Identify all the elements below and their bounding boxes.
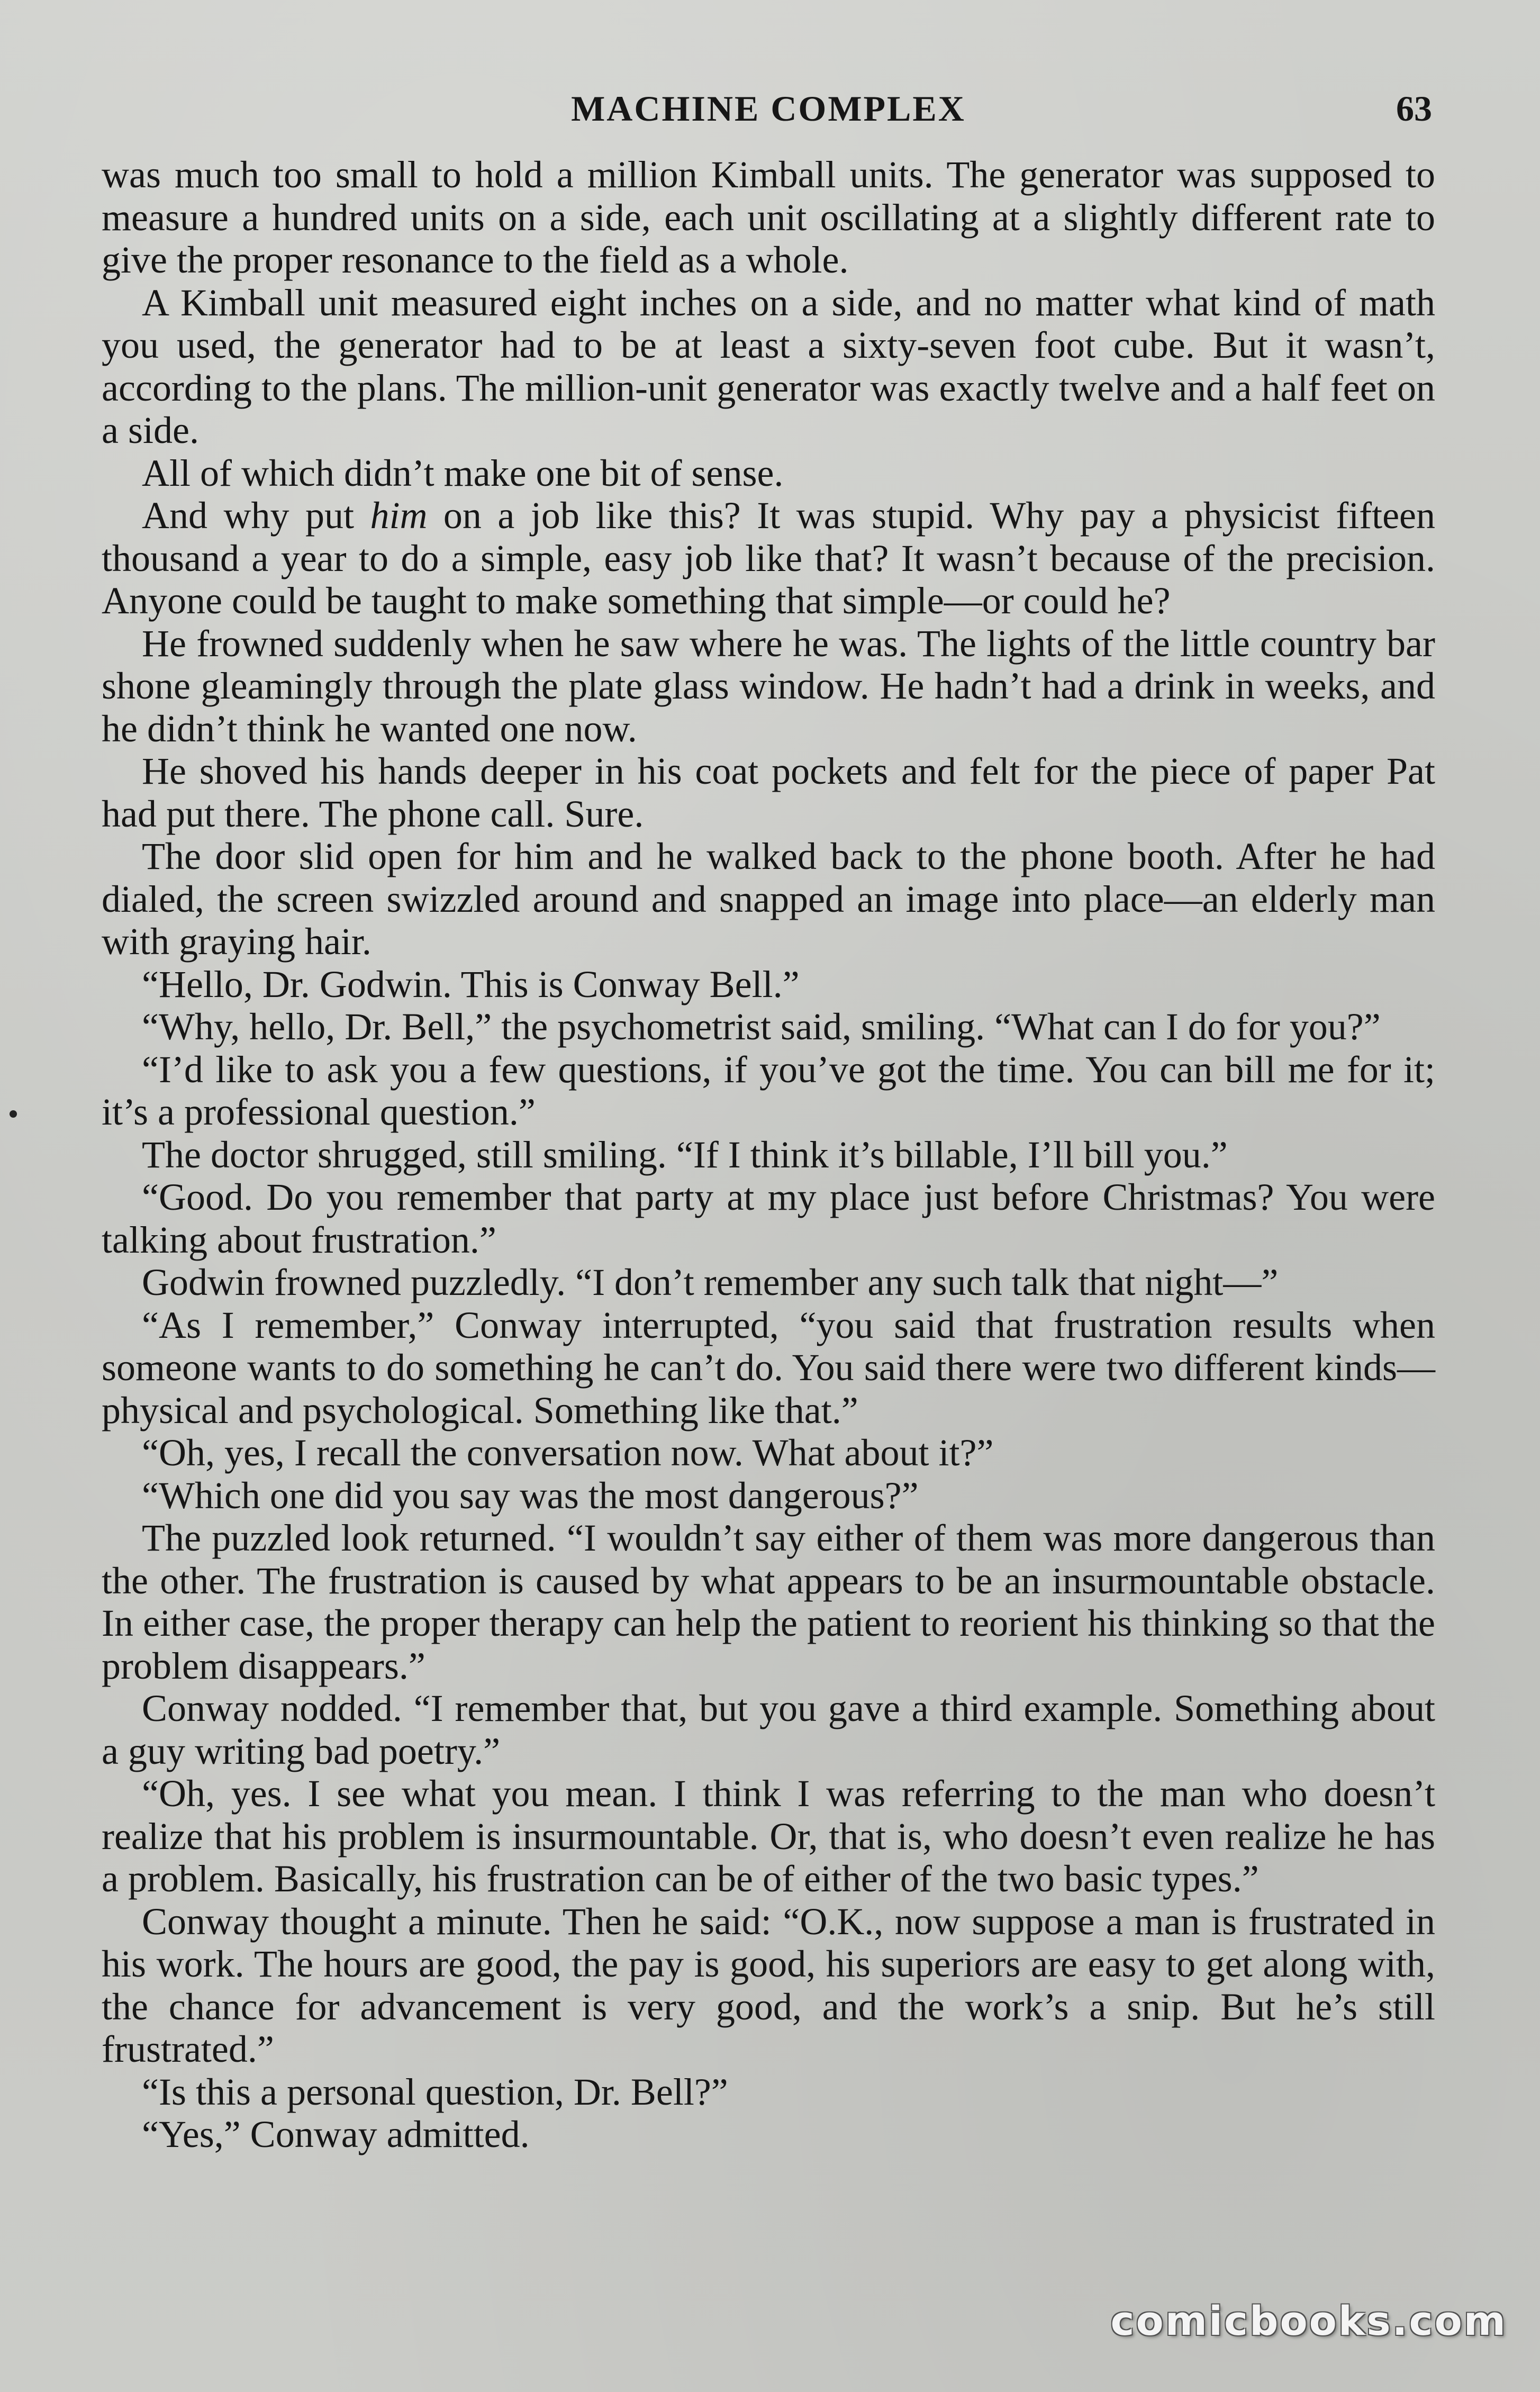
paragraph: The doctor shrugged, still smiling. “If I think it’s billable, I’ll bill you.”: [142, 1133, 1228, 1176]
paragraph: [102, 494, 1435, 622]
paragraph: was much too small to hold a million Kimball units. The generator was supposed to measure a hundred units on a side, each unit oscillating at a slightly different rate to give the proper resonance to the field as a whole.: [102, 153, 1435, 281]
paragraph: “Oh, yes. I see what you mean. I think I was referring to the man who doesn’t realize that his problem is insurmountable. Or, that is, who doesn’t even realize he has a problem. Basically, his frustration can be of either of the two basic types.”: [102, 1772, 1435, 1900]
paragraph: All of which didn’t make one bit of sense.: [142, 451, 784, 494]
print-speck: [10, 1110, 17, 1118]
page-number: 63: [1396, 88, 1432, 129]
paragraph: A Kimball unit measured eight inches on a side, and no matter what kind of math you used, the generator had to be at least a sixty-seven foot cube. But it wasn’t, according to the plans. The million-unit generator was exactly twelve and a half feet on a side.: [102, 281, 1435, 451]
paragraph: “I’d like to ask you a few questions, if you’ve got the time. You can bill me for it; it’s a professional question.”: [102, 1048, 1435, 1133]
paragraph: He frowned suddenly when he saw where he was. The lights of the little country bar shone gleamingly through the plate glass window. He hadn’t had a drink in weeks, and he didn’t think he wanted one now.: [102, 622, 1435, 750]
paragraph: Conway nodded. “I remember that, but you gave a third example. Something about a guy writing bad poetry.”: [102, 1687, 1435, 1772]
paragraph: “Hello, Dr. Godwin. This is Conway Bell.”: [142, 963, 800, 1005]
paragraph-text: on a job like this? It was stupid. Why pay a physicist fifteen thousand a year to do a simple, easy job like that? It wasn’t because of the precision. Anyone could be taught to make something that simple—or could he?: [102, 494, 1436, 622]
watermark-logo: comicbooks.com: [1110, 2297, 1507, 2344]
running-head: [102, 79, 1435, 138]
paragraph: “Good. Do you remember that party at my place just before Christmas? You were talking about frustration.”: [102, 1176, 1435, 1261]
body-text: [102, 153, 1435, 2156]
paragraph-text: And why put: [142, 494, 370, 537]
paragraph: “Is this a personal question, Dr. Bell?”: [142, 2070, 728, 2113]
paragraph: He shoved his hands deeper in his coat pockets and felt for the piece of paper Pat had put there. The phone call. Sure.: [102, 750, 1435, 835]
paragraph: “Why, hello, Dr. Bell,” the psychometrist said, smiling. “What can I do for you?”: [142, 1005, 1381, 1048]
paragraph: “Yes,” Conway admitted.: [142, 2113, 530, 2155]
paragraph: “Oh, yes, I recall the conversation now. What about it?”: [142, 1431, 994, 1474]
emphasized-word: him: [370, 494, 428, 537]
running-title: MACHINE COMPLEX: [571, 88, 966, 129]
paragraph: “Which one did you say was the most dangerous?”: [142, 1474, 919, 1517]
paragraph: Conway thought a minute. Then he said: “O.K., now suppose a man is frustrated in his work. The hours are good, the pay is good, his superiors are easy to get along with, the chance for advancement is very good, and the work’s a snip. But he’s still frustrated.”: [102, 1900, 1435, 2070]
paragraph: The puzzled look returned. “I wouldn’t say either of them was more dangerous than the other. The frustration is caused by what appears to be an insurmountable obstacle. In either case, the proper therapy can help the patient to reorient his thinking so that the problem disappears.”: [102, 1517, 1435, 1687]
paragraph: “As I remember,” Conway interrupted, “you said that frustration results when someone wants to do something he can’t do. You said there were two different kinds—physical and psychological. Something like that.”: [102, 1303, 1435, 1431]
paragraph: The door slid open for him and he walked back to the phone booth. After he had dialed, the screen swizzled around and snapped an image into place—an elderly man with graying hair.: [102, 835, 1435, 963]
paragraph: Godwin frowned puzzledly. “I don’t remember any such talk that night—”: [142, 1261, 1279, 1303]
